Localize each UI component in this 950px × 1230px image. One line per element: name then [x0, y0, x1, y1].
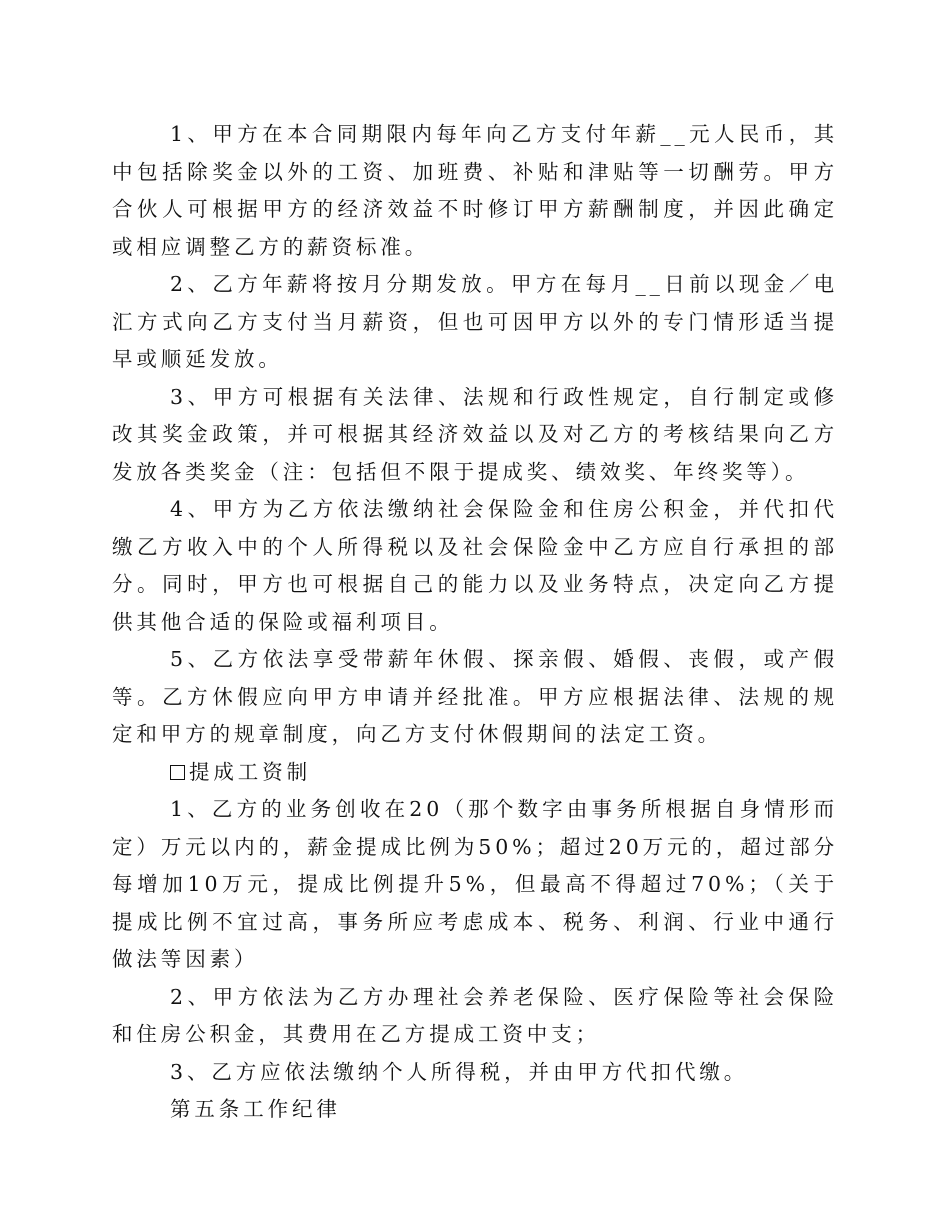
- paragraph-commission-insurance: 2、甲方依法为乙方办理社会养老保险、医疗保险等社会保险和住房公积金，其费用在乙方提成工资中支；: [112, 984, 838, 1046]
- paragraph-salary-annual: 1、甲方在本合同期限内每年向乙方支付年薪__元人民币，其中包括除奖金以外的工资、加班费、补贴和津贴等一切酬劳。甲方合伙人可根据甲方的经济效益不时修订甲方薪酬制度，并因此确定或相应调整乙方的薪资标准。: [112, 122, 838, 259]
- checkbox-icon[interactable]: [170, 765, 185, 780]
- document-page: [112, 116, 838, 1129]
- paragraph-commission-rate: 1、乙方的业务创收在20（那个数字由事务所根据自身情形而定）万元以内的，薪金提成比例为50%；超过20万元的，超过部分每增加10万元，提成比例提升5%，但最高不得超过70%；（关于提成比例不宜过高，事务所应考虑成本、税务、利润、行业中通行做法等因素）: [112, 797, 838, 971]
- paragraph-leave: 5、乙方依法享受带薪年休假、探亲假、婚假、丧假，或产假等。乙方休假应向甲方申请并经批准。甲方应根据法律、法规的规定和甲方的规章制度，向乙方支付休假期间的法定工资。: [112, 647, 838, 746]
- commission-option[interactable]: [112, 754, 838, 792]
- checkbox-label: 提成工资制: [189, 759, 311, 784]
- paragraph-commission-tax: 3、乙方应依法缴纳个人所得税，并由甲方代扣代缴。: [170, 1059, 749, 1084]
- paragraph-social-insurance: 4、甲方为乙方依法缴纳社会保险金和住房公积金，并代扣代缴乙方收入中的个人所得税以及社会保险金中乙方应自行承担的部分。同时，甲方也可根据自己的能力以及业务特点，决定向乙方提供其他合适的保险或福利项目。: [112, 497, 838, 634]
- paragraph-bonus-policy: 3、甲方可根据有关法律、法规和行政性规定，自行制定或修改其奖金政策，并可根据其经济效益以及对乙方的考核结果向乙方发放各类奖金（注：包括但不限于提成奖、绩效奖、年终奖等）。: [112, 384, 838, 484]
- paragraph-salary-monthly: 2、乙方年薪将按月分期发放。甲方在每月__日前以现金／电汇方式向乙方支付当月薪资，但也可因甲方以外的专门情形适当提早或顺延发放。: [112, 272, 838, 371]
- section-heading: 第五条工作纪律: [170, 1097, 341, 1121]
